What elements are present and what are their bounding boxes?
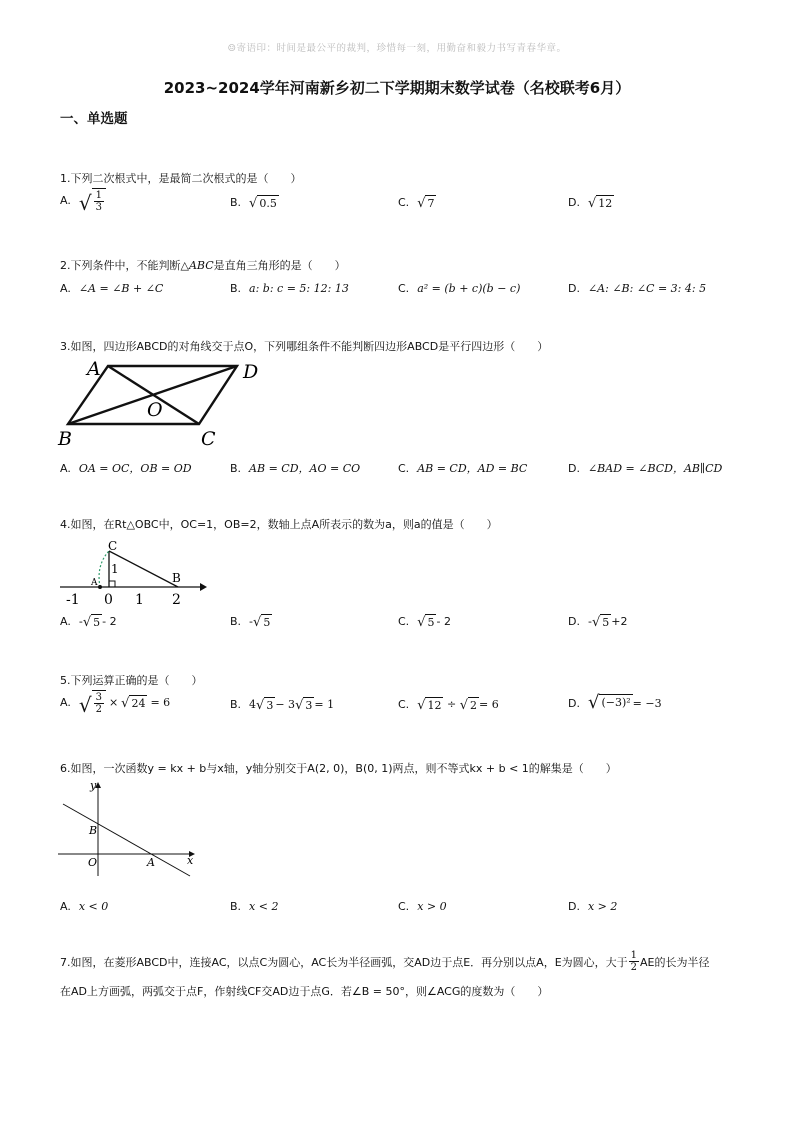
question-5-stem: 5.下列运算正确的是（ ） bbox=[60, 674, 203, 687]
label-b: B bbox=[58, 428, 72, 448]
option-b: B. - √ 5 bbox=[230, 615, 271, 630]
question-3-options bbox=[60, 460, 740, 490]
question-4-options bbox=[60, 614, 740, 644]
label-o: O bbox=[88, 856, 98, 869]
tick-1: 1 bbox=[135, 592, 144, 608]
option-a: A. ∠A = ∠B + ∠C bbox=[60, 282, 164, 295]
question-5-options bbox=[60, 690, 740, 720]
option-a bbox=[60, 188, 106, 213]
label-c: C bbox=[201, 428, 216, 448]
parallelogram-figure bbox=[55, 356, 270, 448]
option-a: A. x < 0 bbox=[60, 900, 109, 913]
option-c: C. √ 5 - 2 bbox=[398, 615, 451, 630]
math-fraction: $\frac{1}{3}$ bbox=[95, 190, 102, 213]
option-key: A. bbox=[60, 194, 71, 207]
label-x: x bbox=[187, 854, 194, 867]
option-b: B. a: b: c = 5: 12: 13 bbox=[230, 282, 349, 295]
option-a: A. OA = OC，OB = OD bbox=[60, 461, 192, 475]
math-sqrt: √ $\frac{1}{3}$ bbox=[79, 188, 106, 213]
option-d: D. ∠A: ∠B: ∠C = 3: 4: 5 bbox=[568, 282, 707, 295]
linear-function-graph bbox=[56, 778, 198, 878]
option-d: D. x > 2 bbox=[568, 900, 618, 913]
option-c: C. √ 7 bbox=[398, 196, 435, 211]
option-b: B. AB = CD，AO = CO bbox=[230, 461, 361, 475]
option-b: B. 4 √ 3 − 3 √ 3 = 1 bbox=[230, 698, 335, 713]
question-7-stem-line-1: 7.如图，在菱形ABCD中，连接AC，以点C为圆心，AC长为半径画弧，交AD边于点E．再分别以点A，E为圆心，大于 $\frac{1}{2}$ AE的长为半径 bbox=[60, 950, 710, 973]
label-one: 1 bbox=[111, 562, 119, 576]
option-c: C. AB = CD，AD = BC bbox=[398, 461, 528, 475]
question-1-stem: 1.下列二次根式中，是最简二次根式的是（ ） bbox=[60, 172, 302, 185]
option-d: D. ∠BAD = ∠BCD，AB∥CD bbox=[568, 461, 723, 475]
tick-0: 0 bbox=[104, 592, 113, 608]
number-line-figure bbox=[58, 537, 208, 609]
tick-2: 2 bbox=[172, 592, 181, 608]
header-motto: ☺寄语印：时间是最公平的裁判，珍惜每一刻，用勤奋和毅力书写青春华章。 bbox=[227, 43, 567, 54]
option-a: A. - √ 5 - 2 bbox=[60, 615, 117, 630]
option-c: C. √ 12 ÷ √ 2 = 6 bbox=[398, 698, 499, 713]
option-b: B. x < 2 bbox=[230, 900, 279, 913]
option-c: C. a² = (b + c)(b − c) bbox=[398, 282, 521, 295]
question-3-stem: 3.如图，四边形ABCD的对角线交于点O，下列哪组条件不能判断四边形ABCD是平行四边形（ ） bbox=[60, 340, 549, 353]
option-a: A. √ $\frac{3}{2}$ × √ 24 = 6 bbox=[60, 692, 171, 717]
question-6-stem: 6.如图，一次函数y = kx + b与x轴，y轴分别交于A(2, 0)，B(0, 1)两点，则不等式kx + b < 1的解集是（ ） bbox=[60, 762, 617, 775]
label-d: D bbox=[243, 361, 259, 383]
label-y: y bbox=[90, 779, 97, 792]
option-d: D. - √ 5 +2 bbox=[568, 615, 628, 630]
paper-title: 2023~2024学年河南新乡初二下学期期末数学试卷（名校联考6月） bbox=[163, 79, 631, 97]
label-o: O bbox=[147, 399, 163, 421]
tick-minus-1: -1 bbox=[66, 592, 80, 608]
label-a: A bbox=[91, 578, 98, 588]
question-2-stem: 2.下列条件中，不能判断△ABC是直角三角形的是（ ） bbox=[60, 259, 346, 272]
question-7-stem-line-2: 在AD上方画弧，两弧交于点F，作射线CF交AD边于点G．若∠B = 50°，则∠ACG的度数为（ ） bbox=[60, 985, 549, 998]
question-2-options bbox=[60, 282, 740, 312]
label-c: C bbox=[108, 539, 118, 553]
label-a: A bbox=[147, 856, 155, 869]
label-a: A bbox=[87, 358, 101, 380]
label-b: B bbox=[172, 571, 181, 585]
option-d: D. √ (−3)² = −3 bbox=[568, 692, 662, 713]
question-6-options bbox=[60, 900, 740, 930]
option-b: B. √ 0.5 bbox=[230, 196, 277, 211]
section-heading: 一、单选题 bbox=[60, 111, 128, 127]
label-b: B bbox=[89, 824, 98, 837]
question-4-stem: 4.如图，在Rt△OBC中，OC=1，OB=2，数轴上点A所表示的数为a，则a的值是（ ） bbox=[60, 518, 498, 531]
option-d: D. √ 12 bbox=[568, 196, 613, 211]
question-1-options bbox=[60, 188, 740, 218]
option-c: C. x > 0 bbox=[398, 900, 447, 913]
